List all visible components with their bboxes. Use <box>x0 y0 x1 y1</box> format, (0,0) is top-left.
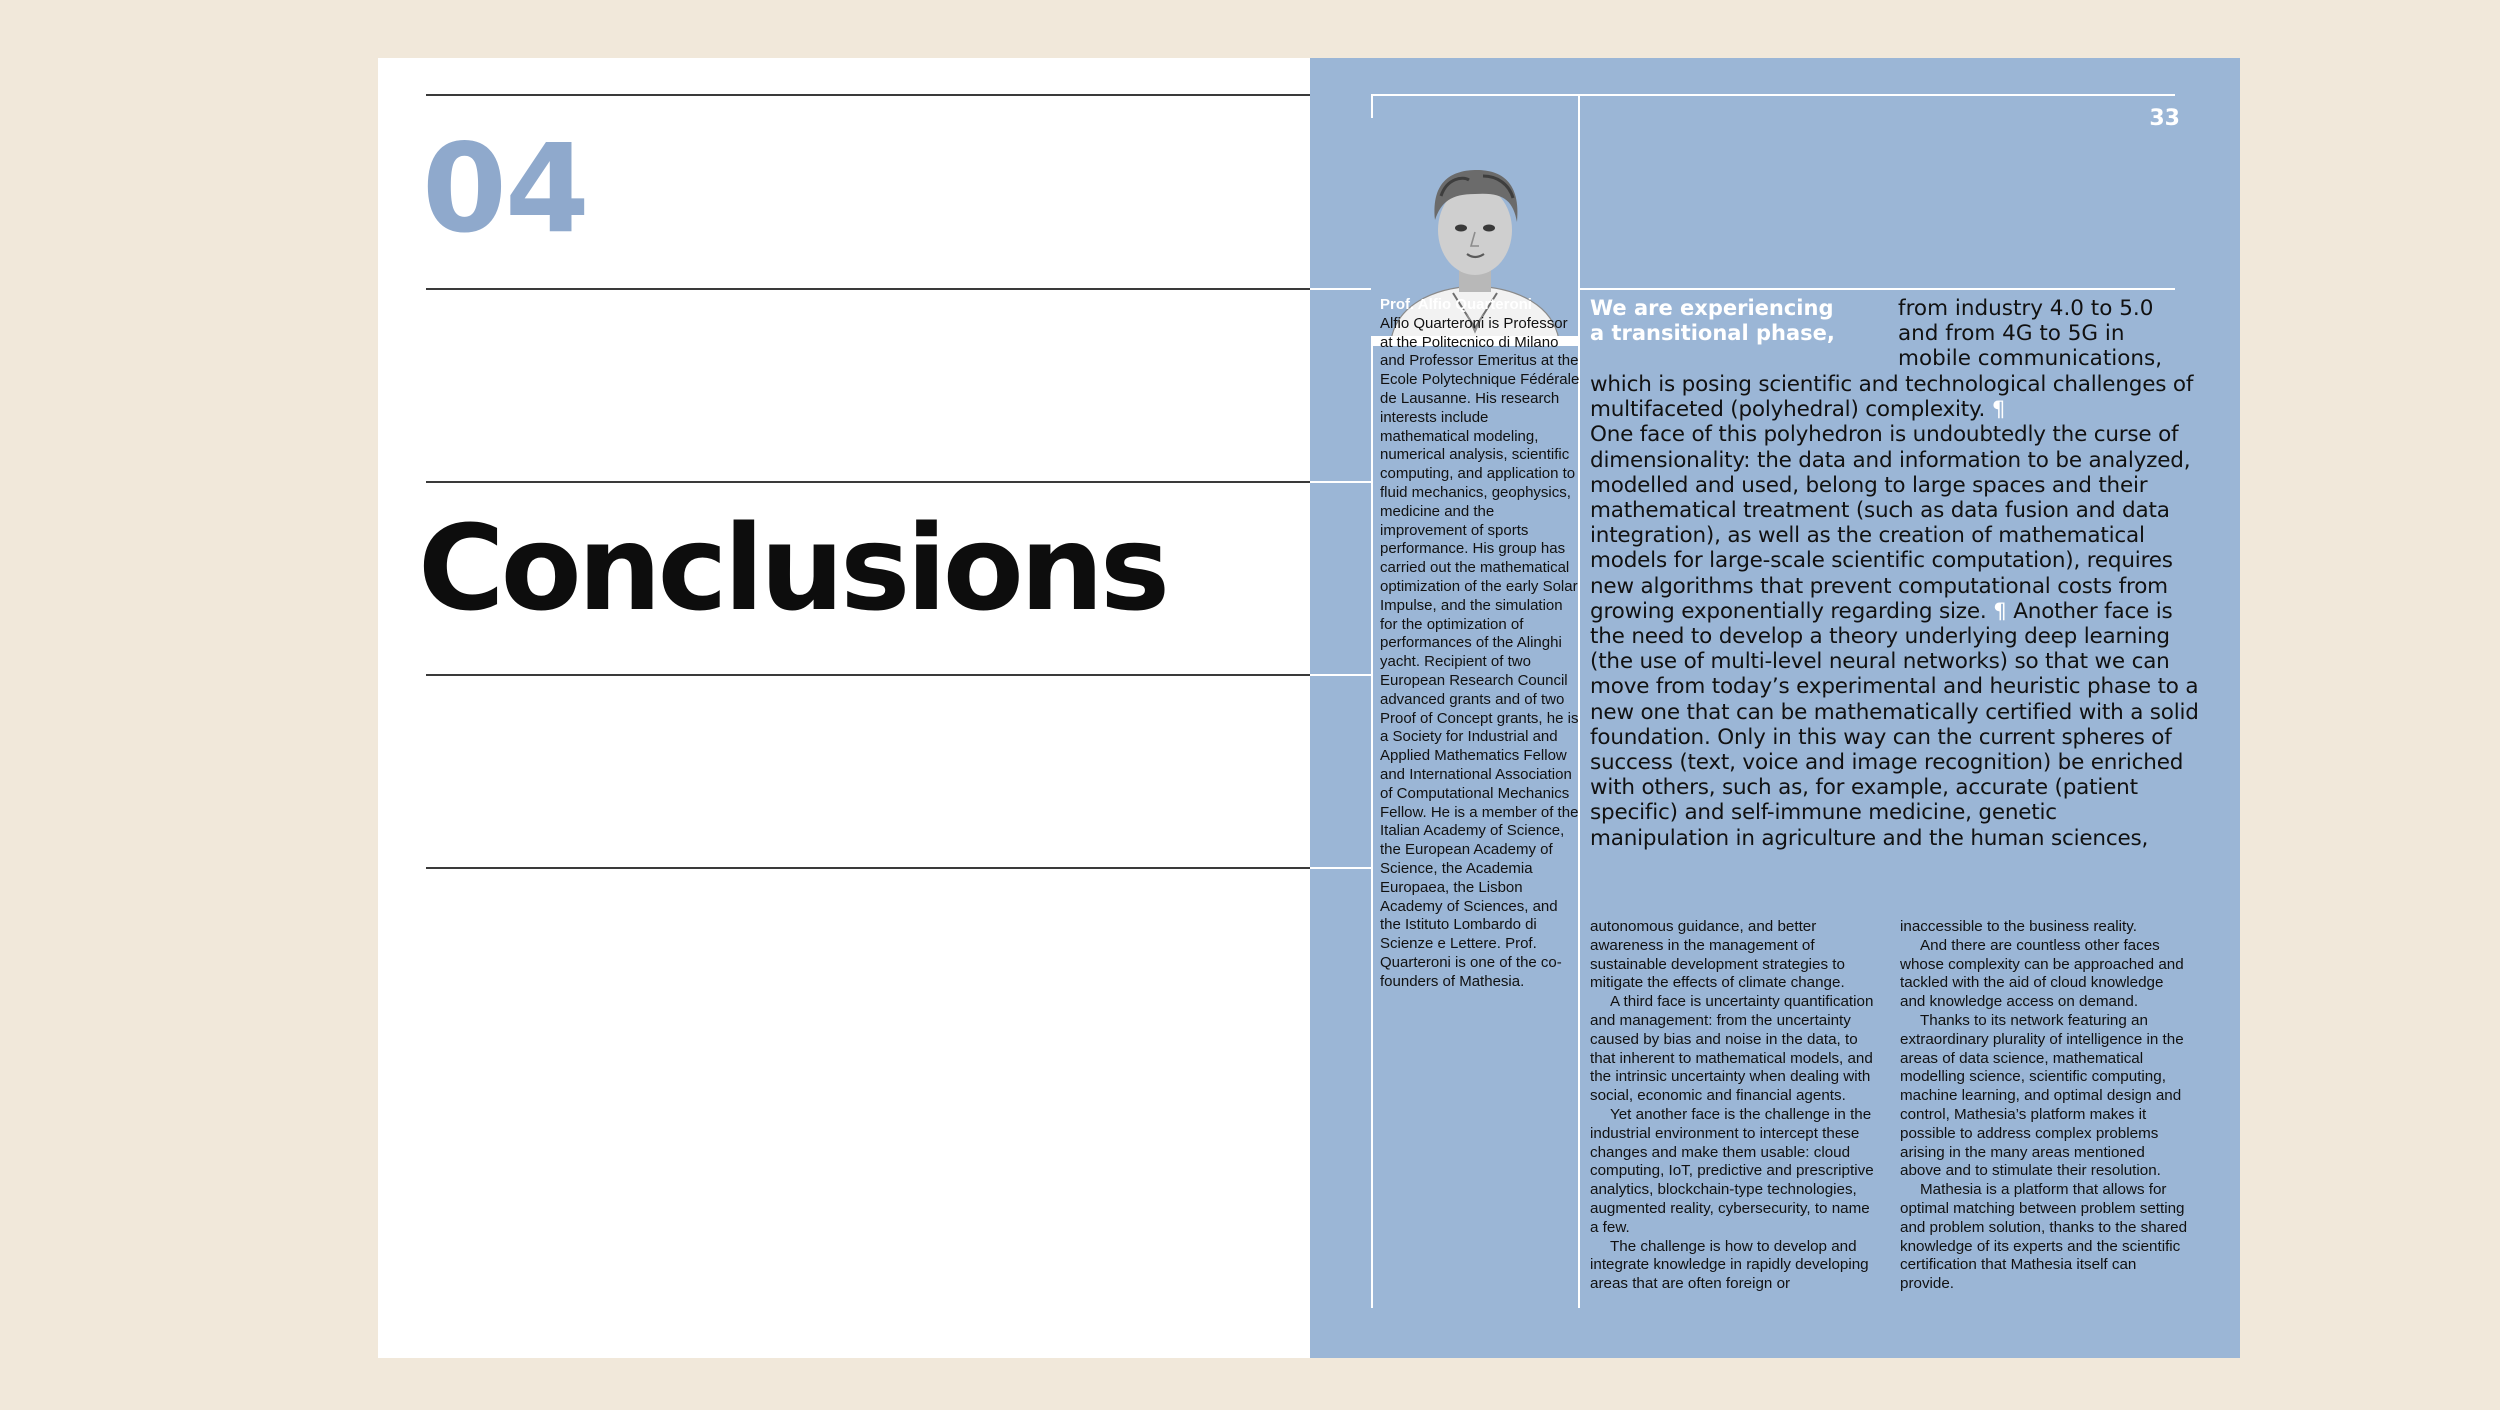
column-paragraph: The challenge is how to develop and integrate knowledge in rapidly developing areas that are often foreign or <box>1590 1237 1869 1293</box>
column-paragraph: And there are countless other faces whose complexity can be approached and tackled with the aid of cloud knowledge and knowledge access on demand. <box>1900 936 2184 1011</box>
magazine-spread <box>378 58 2240 1358</box>
page-number: 33 <box>2149 106 2180 131</box>
grid-line <box>1310 674 1371 676</box>
column-paragraph: Yet another face is the challenge in the industrial environment to intercept these changes and make them usable: cloud computing, IoT, predictive and prescriptive analytics, blockchain-type technologies, augmented reality, cybersecurity, to name a few. <box>1590 1105 1874 1236</box>
grid-line <box>1310 481 1371 483</box>
pilcrow-mark: ¶ <box>1993 598 2007 624</box>
column-paragraph: A third face is uncertainty quantification and management: from the uncertainty caused by bias and noise in the data, to that inherent to mathematical models, and the intrinsic uncertainty when dealing with social, economic and financial agents. <box>1590 993 1874 1105</box>
rule-line <box>426 288 1310 290</box>
rule-line <box>426 674 1310 676</box>
body-paragraph-2: One face of this polyhedron is undoubtedly the curse of dimensionality: the data and information to be analyzed, modelled and used, belong to large spaces and their mathematical treatment (such as data fusion and data integration), as well as the creation of mathematical models for large-scale scientific computation), requires new algorithms that prevent computational costs from growing exponentially regarding size. <box>1590 422 2191 624</box>
rule-line <box>426 481 1310 483</box>
article-body <box>1590 372 2200 851</box>
column-paragraph: inaccessible to the business reality. <box>1900 918 2137 935</box>
rule-line <box>426 94 1310 96</box>
left-page <box>378 58 1310 1358</box>
rule-line <box>426 867 1310 869</box>
lead-highlight-text: We are experiencing a transitional phase, <box>1590 296 1835 345</box>
author-name: Prof. Alfio Quarteroni <box>1380 296 1532 313</box>
column-paragraph: Thanks to its network featuring an extraordinary plurality of intelligence in the areas of data science, mathematical modelling science, scientific computing, machine learning, and optimal design and control, Mathesia’s platform makes it possible to address complex problems arising in the many areas mentioned above and to stimulate their resolution. <box>1900 1011 2184 1180</box>
grid-line <box>1310 867 1371 869</box>
author-bio-text: Alfio Quarteroni is Professor at the Politecnico di Milano and Professor Emeritus at the Ecole Polytechnique Fédérale de Lausanne. His research interests include mathematical modeling, numerical analysis, scientific computing, and application to fluid mechanics, geophysics, medicine and the improvement of sports performance. His group has carried out the mathematical optimization of the early Solar Impulse, and the simulation for the optimization of performances of the Alinghi yacht. Recipient of two European Research Council advanced grants and of two Proof of Concept grants, he is a Society for Industrial and Applied Mathematics Fellow and International Association of Computational Mechanics Fellow. He is a member of the Italian Academy of Science, the European Academy of Science, the Academia Europaea, the Lisbon Academy of Sciences, and the Istituto Lombardo di Scienze e Lettere. Prof. Quarteroni is one of the co-founders of Mathesia. <box>1380 314 1580 990</box>
lead-right-text: from industry 4.0 to 5.0 and from 4G to 5G in mobile communications, <box>1898 296 2163 372</box>
column-paragraph: Mathesia is a platform that allows for optimal matching between problem setting and problem solution, thanks to the shared knowledge of its experts and the scientific certification that Mathesia itself can provide. <box>1900 1181 2188 1293</box>
grid-line <box>1371 94 2175 96</box>
author-bio <box>1380 296 1580 991</box>
chapter-number: 04 <box>422 118 588 260</box>
body-paragraph-1: which is posing scientific and technological challenges of multifaceted (polyhedral) complexity. <box>1590 372 2194 423</box>
pilcrow-mark: ¶ <box>1991 397 2006 423</box>
body-paragraph-3: Another face is the need to develop a theory underlying deep learning (the use of multi-level neural networks) so that we can move from today’s experimental and heuristic phase to a new one that can be mathematically certified with a solid foundation. Only in this way can the current spheres of success (text, voice and image recognition) be enriched with others, such as, for example, accurate (patient specific) and self-immune medicine, genetic manipulation in agriculture and the human sciences, <box>1590 598 2199 851</box>
text-column-right <box>1900 918 2190 1294</box>
column-paragraph: autonomous guidance, and better awareness in the management of sustainable development strategies to mitigate the effects of climate change. <box>1590 918 1845 992</box>
chapter-title: Conclusions <box>418 499 1167 637</box>
text-column-left <box>1590 918 1882 1294</box>
